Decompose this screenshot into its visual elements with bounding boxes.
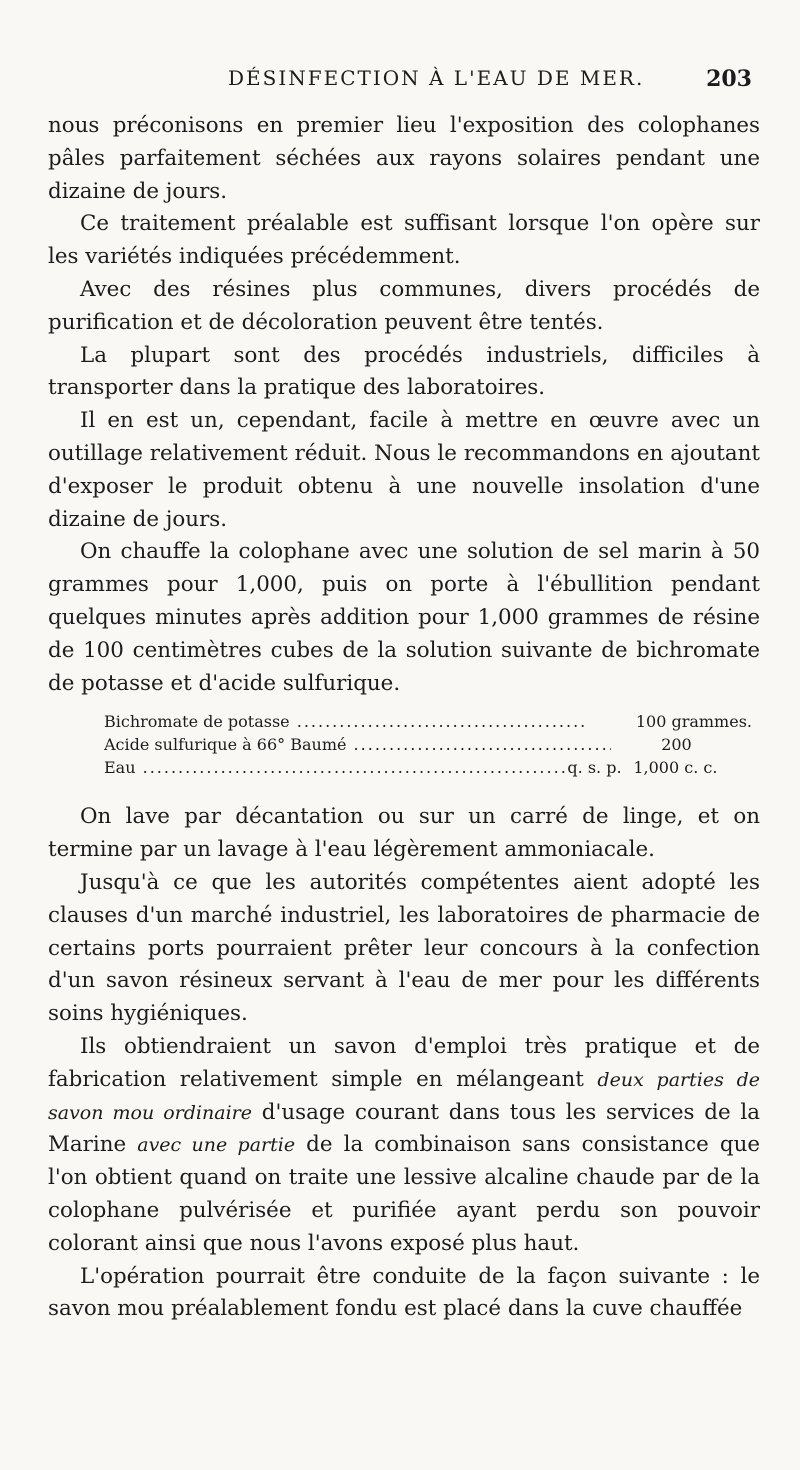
soap-paragraph	[48, 1031, 760, 1261]
paragraph: On chauffe la colophane avec une solution de sel marin à 50 grammes pour 1,000, puis on porte à l'ébullition pendant quelques minutes après addition pour 1,000 grammes de résine de 100 centimètres cubes de la solution suivante de bichromate de potasse et d'acide sulfurique.	[48, 539, 760, 696]
recipe-row	[104, 733, 752, 756]
soap-italic-2: avec une partie	[137, 1134, 296, 1157]
paragraph: L'opération pourrait être conduite de la façon suivante : le savon mou préalablement fondu est placé dans la cuve chauffée	[48, 1263, 760, 1322]
running-title: DÉSINFECTION À L'EAU DE MER.	[228, 66, 645, 90]
soap-italic-1: deux parties de savon mou ordinaire	[48, 1068, 761, 1124]
paragraph: La plupart sont des procédés industriels, difficiles à transporter dans la pratique des laboratoires.	[48, 342, 760, 401]
page-number: 203	[706, 66, 752, 92]
paragraph: Avec des résines plus communes, divers procédés de purification et de décoloration peuvent être tentés.	[48, 276, 760, 335]
soap-text-3: de la combinaison sans consistance que l'on obtient quand on traite une lessive alcaline chaude par de la colophane pulvérisée et purifiée ayant perdu son pouvoir colorant ainsi que nous l'avons exposé plus haut.	[48, 1132, 760, 1256]
paragraph: On lave par décantation ou sur un carré de linge, et on termine par un lavage à l'eau légèrement ammoniacale.	[48, 804, 760, 863]
recipe-quantity: 1,000 c. c.	[633, 758, 718, 778]
running-header	[48, 66, 760, 98]
recipe-quantity: 200	[661, 735, 692, 755]
paragraph: Jusqu'à ce que les autorités compétentes aient adopté les clauses d'un marché industriel, les laboratoires de pharmacie de certains ports pourraient prêter leur concours à la confection d'un savon résineux servant à l'eau de mer pour les différents soins hygiéniques.	[48, 869, 760, 1027]
recipe-ingredient: Bichromate de potasse .....	[104, 710, 584, 733]
recipe-row	[104, 756, 752, 779]
paragraph: Ce traitement préalable est suffisant lorsque l'on opère sur les variétés indiquées précédemment.	[48, 211, 760, 270]
paragraph: nous préconisons en premier lieu l'exposition des colophanes pâles parfaitement séchées aux rayons solaires pendant une dizaine de jours.	[48, 113, 760, 204]
recipe-table	[104, 710, 752, 779]
soap-text-2: d'usage courant dans tous les services de la Marine	[48, 1099, 760, 1158]
recipe-qsp: q. s. p.	[567, 758, 622, 778]
paragraph: Il en est un, cependant, facile à mettre en œuvre avec un outillage relativement réduit. Nous le recommandons en ajoutant d'exposer le produit obtenu à une nouvelle insolation d'une dizaine de jours.	[48, 408, 760, 532]
recipe-quantity: 100 grammes.	[635, 712, 752, 732]
recipe-ingredient: Eau .....	[104, 756, 567, 779]
body-text	[48, 110, 760, 1326]
soap-text-1: Ils obtiendraient un savon d'emploi très pratique et de fabrication relativement simple en mélangeant	[48, 1033, 760, 1092]
recipe-row	[104, 710, 752, 733]
recipe-ingredient: Acide sulfurique à 66° Baumé .....	[104, 733, 611, 756]
